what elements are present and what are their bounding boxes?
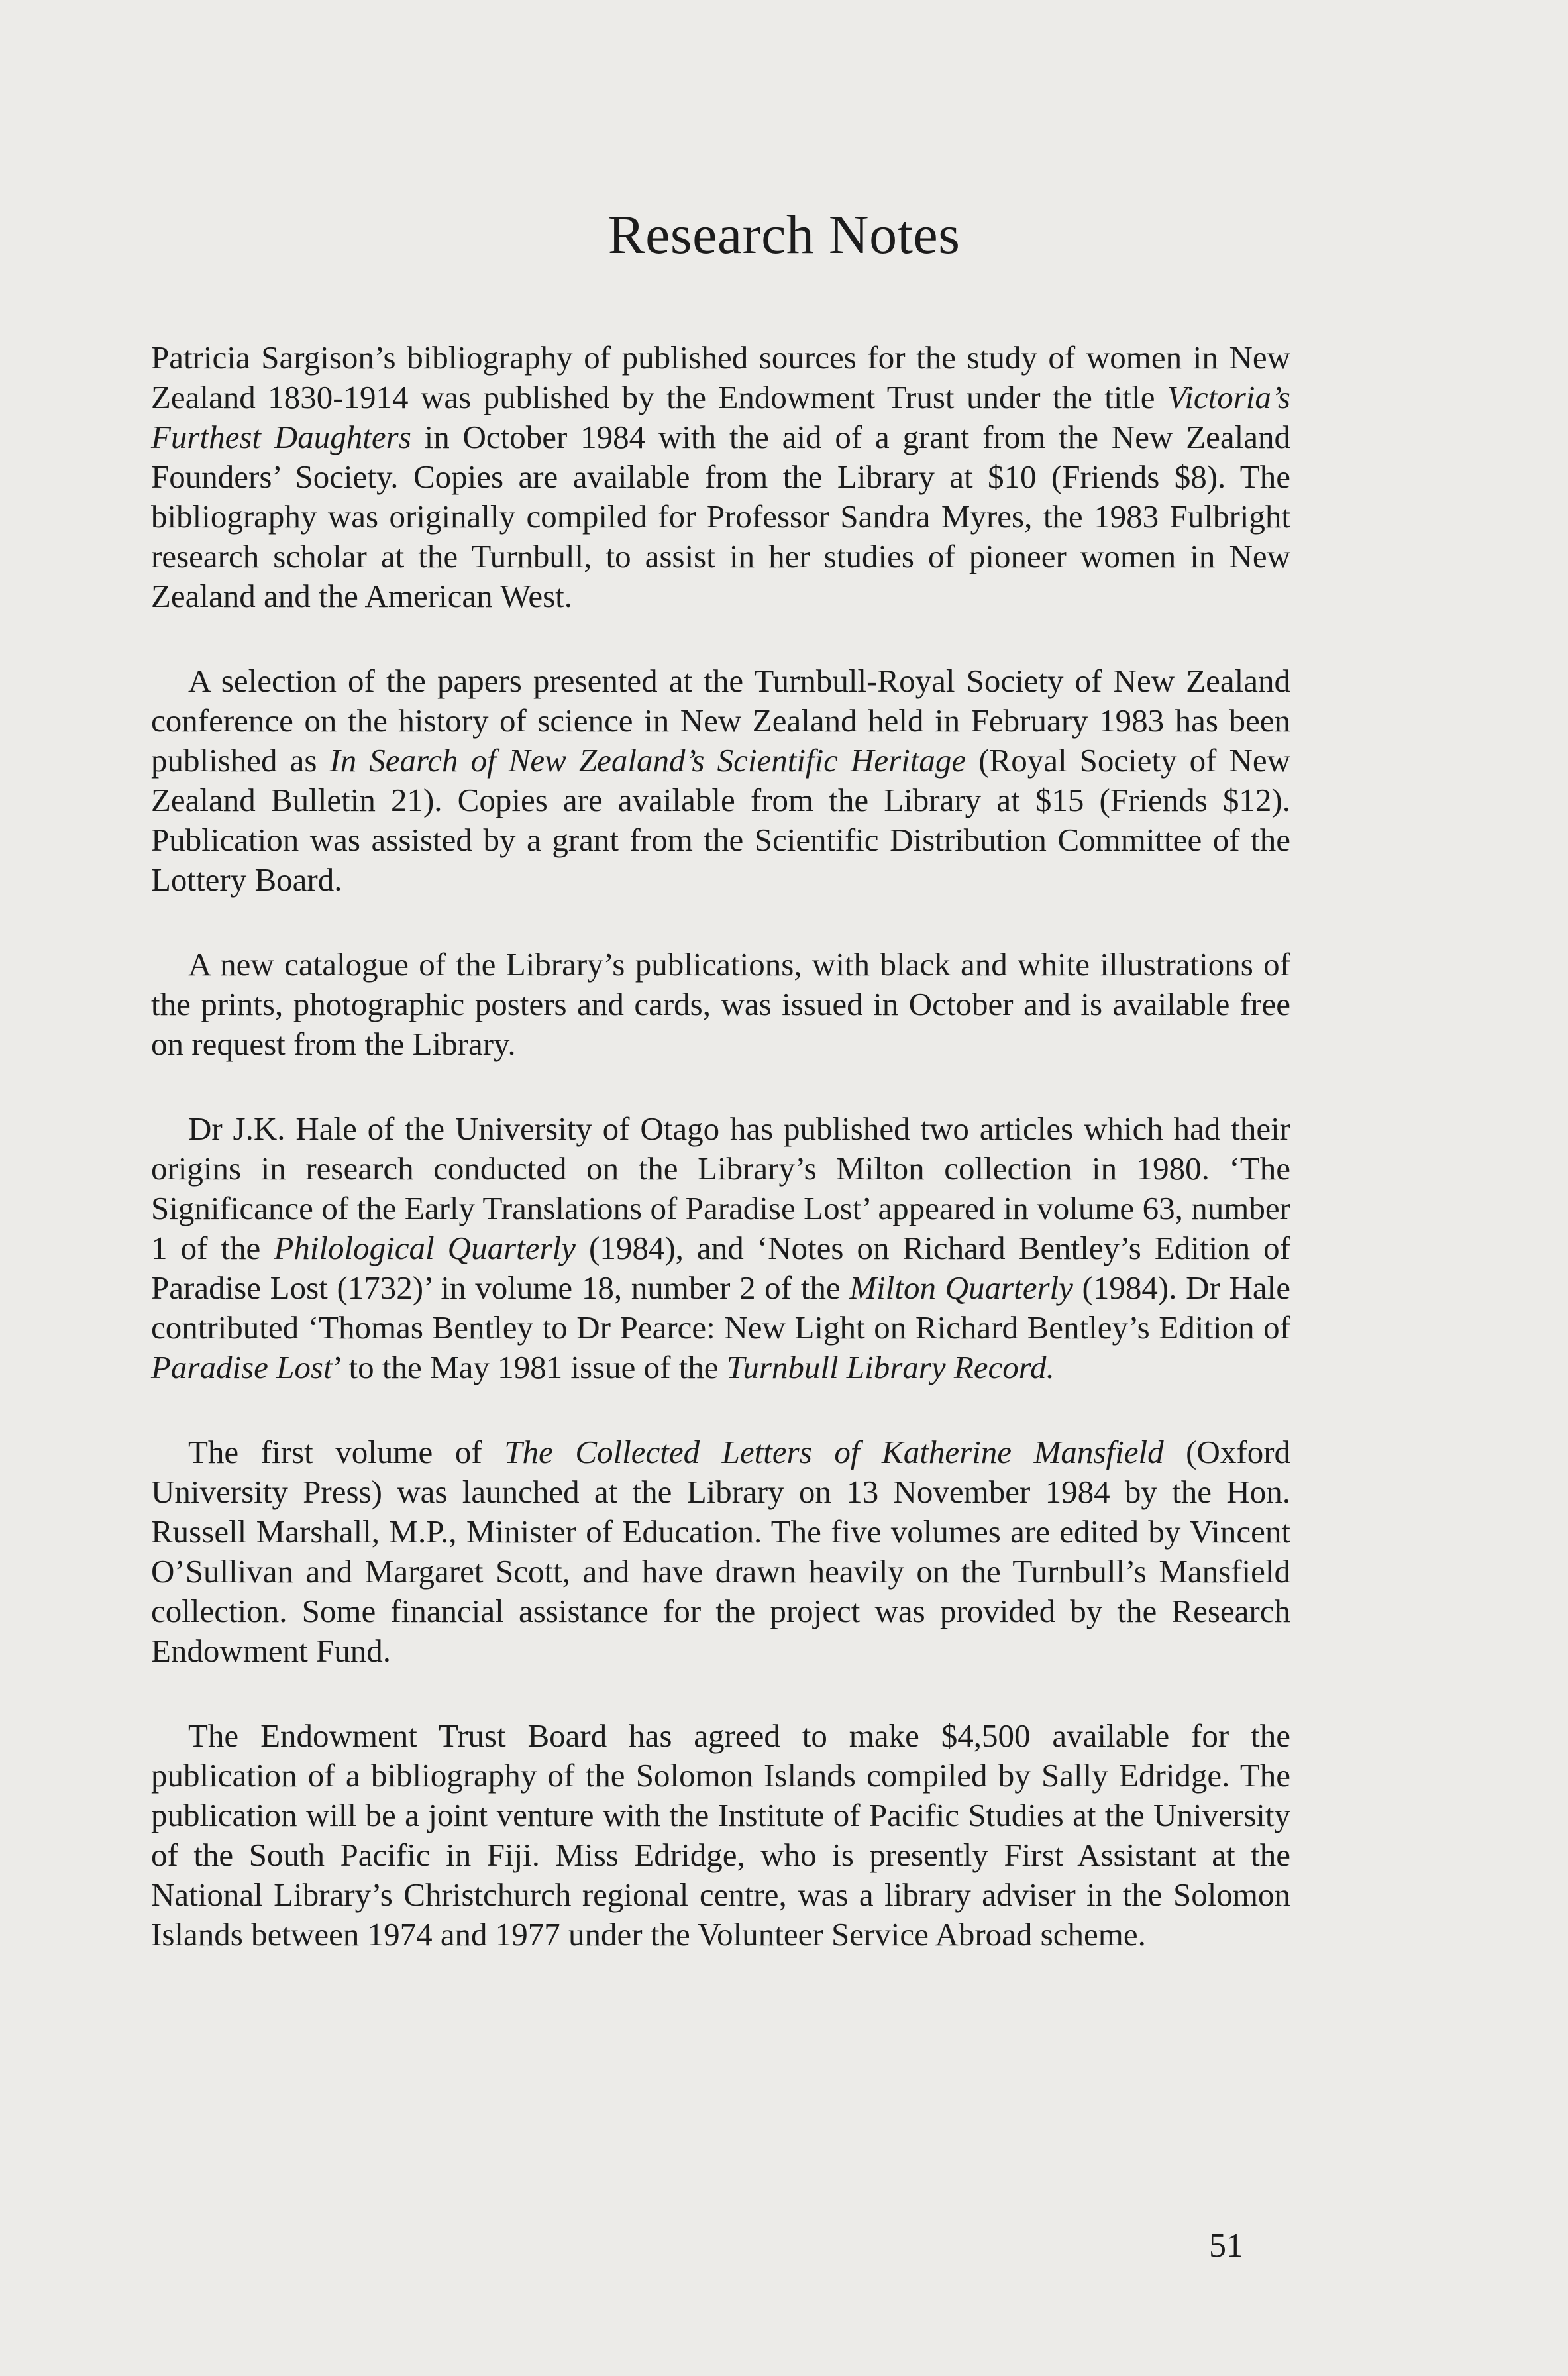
paragraph-mansfield-letters <box>151 1432 1290 1671</box>
paragraph-text: A new catalogue of the Library’s publications, with black and white illustrations of the prints, photographic posters and cards, was issued in October and is available free on request from the Library. <box>151 946 1290 1062</box>
paragraph-text: (Royal Society of New Zealand Bulletin 21). Copies are available from the Library at $15 (Friends $12). Publication was assisted by a grant from the Scientific Distribution Committee of the Lottery Board. <box>151 742 1290 898</box>
italic-title-text: Victoria’s Furthest Daughters <box>151 379 1290 455</box>
paragraph-publications-catalogue <box>151 945 1290 1064</box>
italic-title-text: Philological Quarterly <box>274 1230 576 1266</box>
paragraph-text: (1984). Dr Hale contributed ‘Thomas Bentley to Dr Pearce: New Light on Richard Bentley’s Edition of <box>151 1269 1290 1346</box>
paragraph-text: ’ to the May 1981 issue of the <box>332 1349 727 1385</box>
italic-title-text: Paradise Lost <box>151 1349 333 1385</box>
paragraph-text: (Oxford University Press) was launched at the Library on 13 November 1984 by the Hon. Russell Marshall, M.P., Minister of Education. The five volumes are edited by Vincent O’Sullivan and Margaret Scott, and have drawn heavily on the Turnbull’s Mansfield collection. Some financial assistance for the project was provided by the Research Endowment Fund. <box>151 1434 1291 1669</box>
italic-title-text: Milton Quarterly <box>849 1269 1073 1306</box>
paragraph-science-conference <box>151 661 1290 900</box>
page-number: 51 <box>1209 2227 1243 2265</box>
paragraph-text: Patricia Sargison’s bibliography of published sources for the study of women in New Zealand 1830-1914 was published by the Endowment Trust under the title <box>151 339 1290 415</box>
paragraph-text: (1984), and ‘Notes on Richard Bentley’s Edition of Paradise Lost (1732)’ in volume 18, number 2 of the <box>151 1230 1290 1306</box>
article-body <box>151 338 1290 2000</box>
paragraph-text: Dr J.K. Hale of the University of Otago has published two articles which had their origins in research conducted on the Library’s Milton collection in 1980. ‘The Significance of the Early Translations of Paradise Lost’ appeared in volume 63, number 1 of the <box>151 1110 1290 1266</box>
page-title: Research Notes <box>607 204 961 266</box>
paragraph-solomon-islands <box>151 1716 1290 1955</box>
paragraph-milton-articles <box>151 1109 1290 1387</box>
paragraph-text: in October 1984 with the aid of a grant from the New Zealand Founders’ Society. Copies are available from the Library at $10 (Friends $8). The bibliography was originally compiled for Professor Sandra Myres, the 1983 Fulbright research scholar at the Turnbull, to assist in her studies of pioneer women in New Zealand and the American West. <box>151 419 1290 614</box>
italic-title-text: The Collected Letters of Katherine Mansfield <box>504 1434 1164 1470</box>
paragraph-text: A selection of the papers presented at the Turnbull-Royal Society of New Zealand conference on the history of science in New Zealand held in February 1983 has been published as <box>151 663 1290 779</box>
italic-title-text: In Search of New Zealand’s Scientific Heritage <box>329 742 967 779</box>
italic-title-text: Turnbull Library Record. <box>726 1349 1055 1385</box>
paragraph-text: The Endowment Trust Board has agreed to make $4,500 available for the publication of a bibliography of the Solomon Islands compiled by Sally Edridge. The publication will be a joint venture with the Institute of Pacific Studies at the University of the South Pacific in Fiji. Miss Edridge, who is presently First Assistant at the National Library’s Christchurch regional centre, was a library adviser in the Solomon Islands between 1974 and 1977 under the Volunteer Service Abroad scheme. <box>151 1717 1290 1953</box>
paragraph-text: The first volume of <box>188 1434 505 1470</box>
paragraph-sargison-bibliography <box>151 338 1290 616</box>
